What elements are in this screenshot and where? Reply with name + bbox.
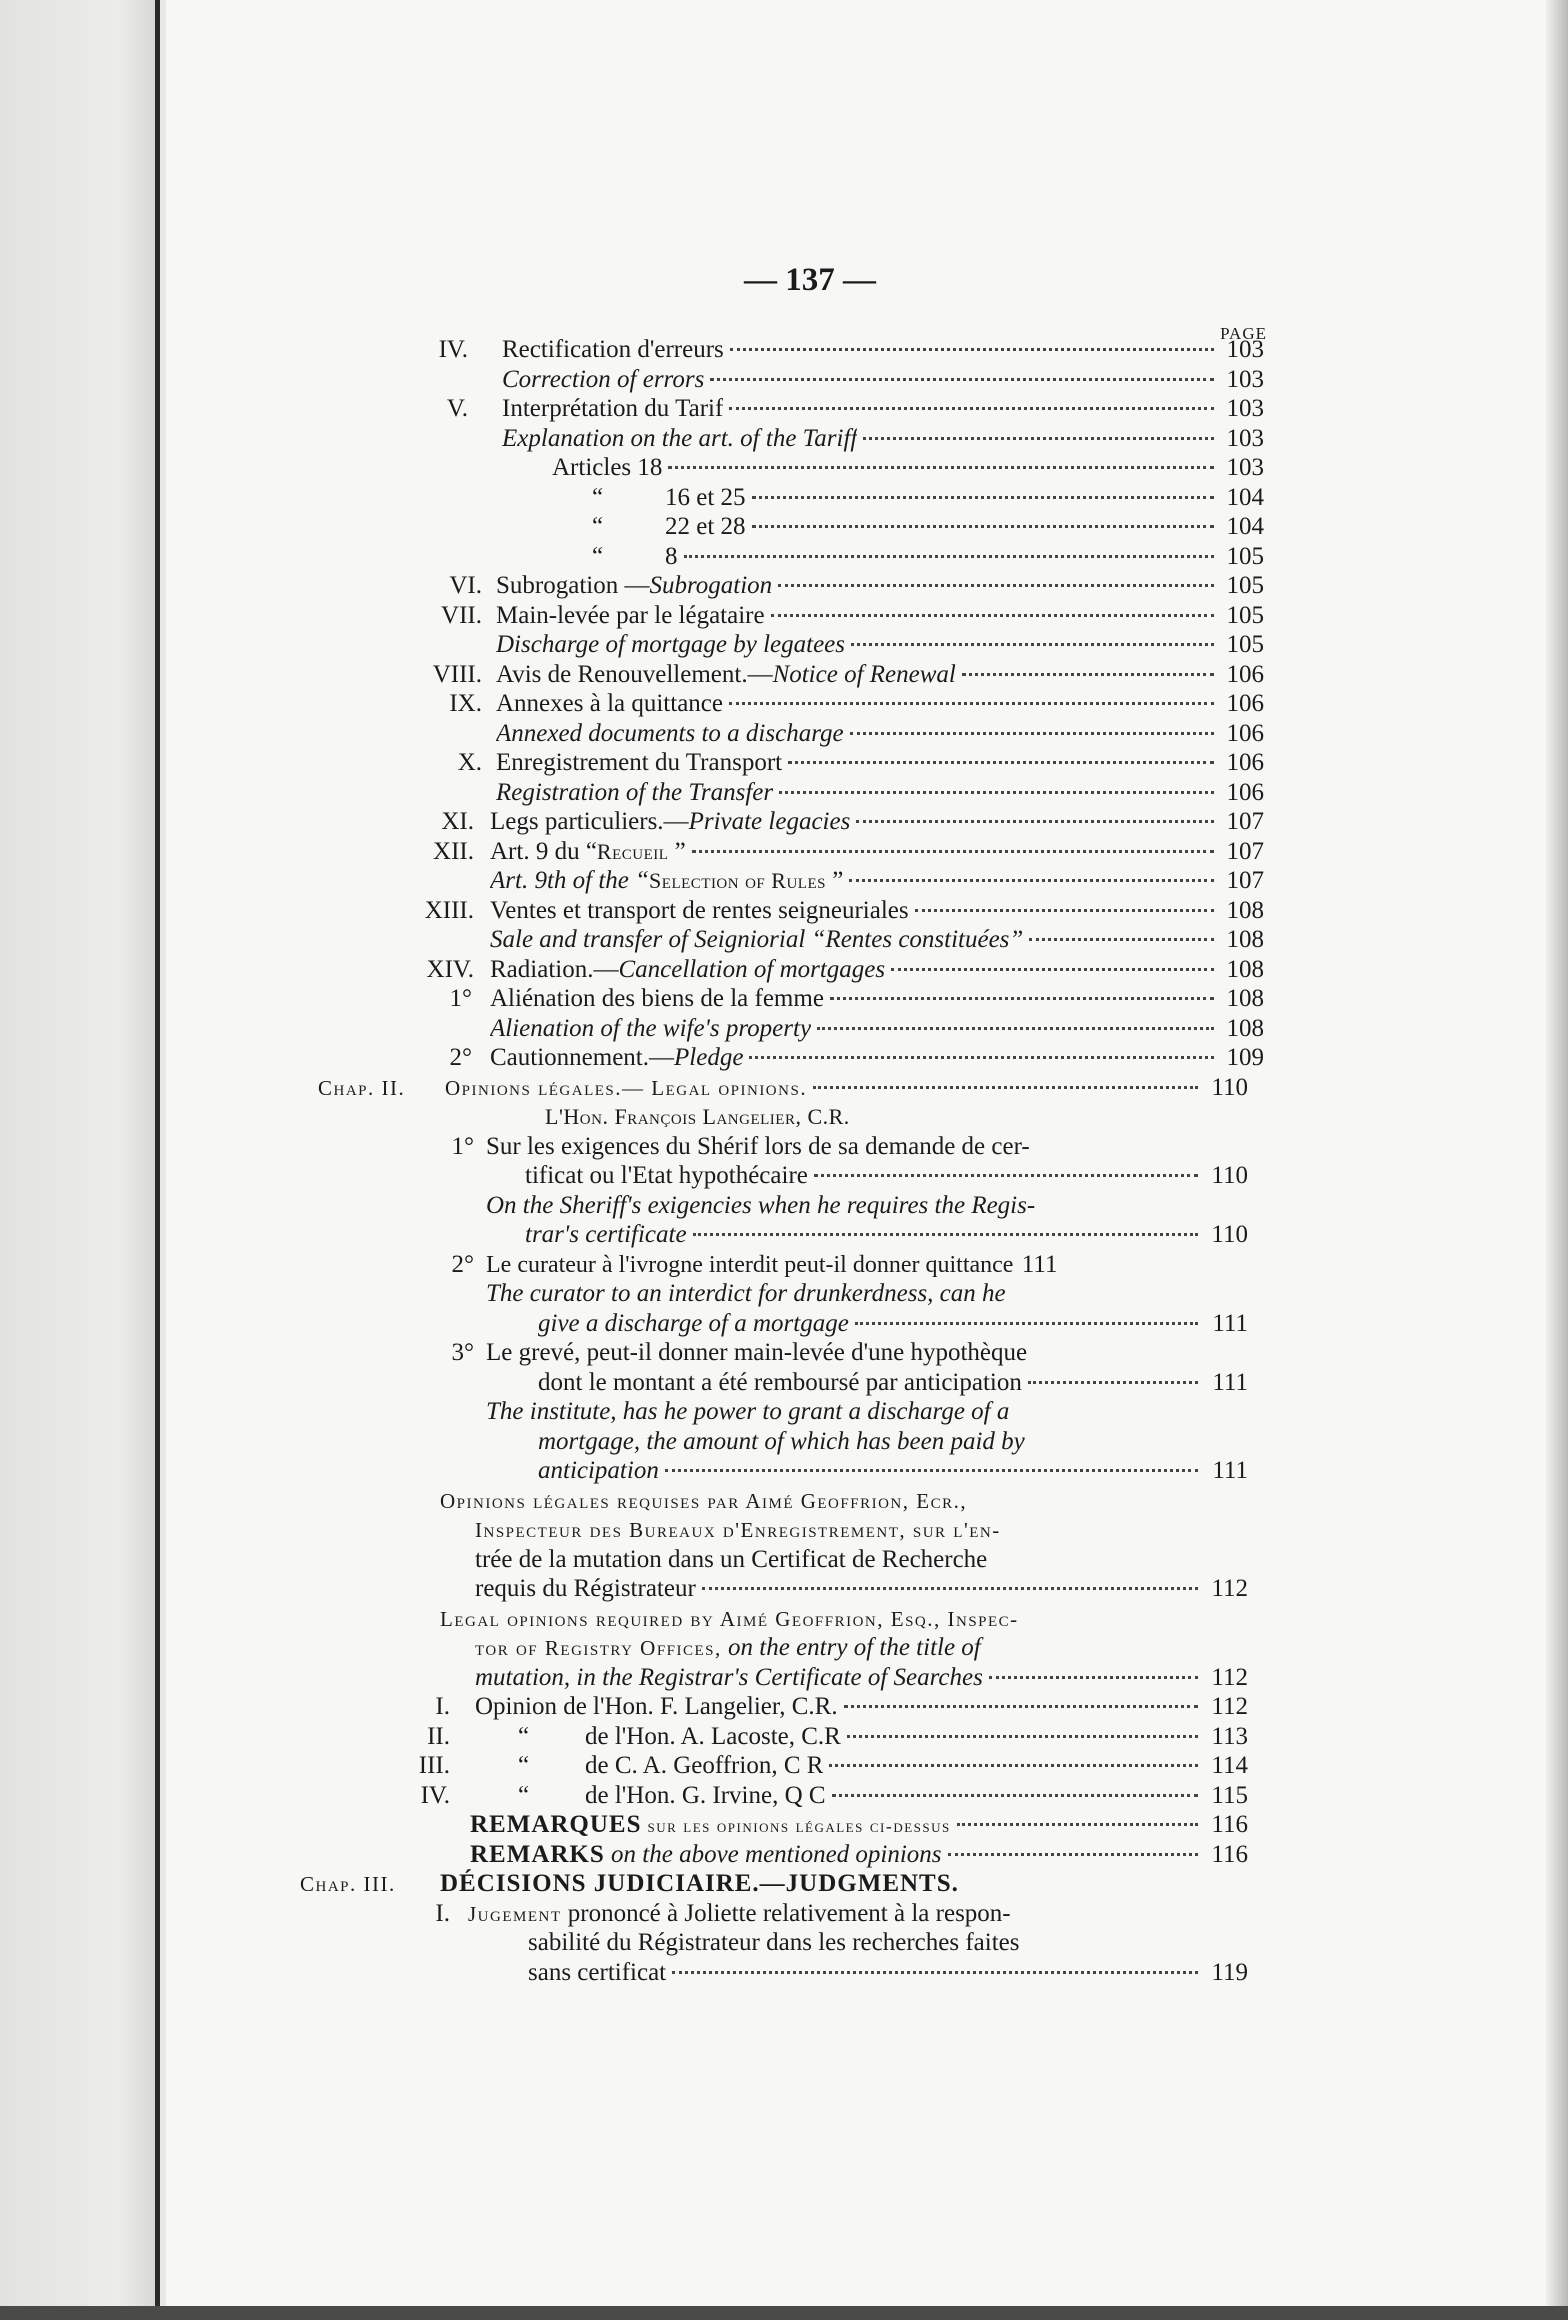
entry-number: 1°	[451, 1133, 474, 1160]
toc-entry: REMARKS on the above mentioned opinions 116	[470, 1841, 1248, 1868]
entry-number: XI.	[441, 808, 474, 835]
toc-entry-line: Le grevé, peut-il donner main-levée d'une hypothèque	[486, 1339, 1028, 1366]
page-edge-shadow	[1546, 0, 1568, 2320]
toc-entry-line: On the Sheriff's exigencies when he requires the Regis-	[486, 1192, 1036, 1219]
entry-number: IV.	[420, 1782, 450, 1809]
entry-number: III.	[418, 1752, 450, 1779]
toc-entry: sans certificat 119	[528, 1959, 1248, 1986]
toc-entry: anticipation 111	[538, 1457, 1248, 1484]
toc-entry: Annexes à la quittance 106	[496, 690, 1264, 717]
entry-number: 2°	[449, 1044, 472, 1071]
toc-entry: give a discharge of a mortgage 111	[538, 1310, 1248, 1337]
section-author: L'Hon. François Langelier, C.R.	[545, 1104, 850, 1129]
toc-entry: de l'Hon. G. Irvine, Q C 115	[585, 1782, 1248, 1809]
entry-number: 3°	[451, 1339, 474, 1366]
toc-entry: Radiation.—Cancellation of mortgages 108	[490, 956, 1264, 983]
toc-entry: Discharge of mortgage by legatees 105	[496, 631, 1264, 658]
toc-entry: trar's certificate 110	[525, 1221, 1248, 1248]
toc-entry-line: mortgage, the amount of which has been paid by	[538, 1428, 1025, 1455]
toc-entry-line: The curator to an interdict for drunkerdness, can he	[486, 1280, 1006, 1307]
toc-entry-line: sabilité du Régistrateur dans les recherches faites	[528, 1929, 1020, 1956]
toc-entry: Ventes et transport de rentes seigneuriales 108	[490, 897, 1264, 924]
ditto-mark: “	[592, 543, 604, 570]
toc-entry-line: Sur les exigences du Shérif lors de sa demande de cer-	[486, 1133, 1030, 1160]
toc-entry: Main-levée par le légataire 105	[496, 602, 1264, 629]
entry-number: V.	[446, 395, 468, 422]
ditto-mark: “	[518, 1782, 530, 1809]
ditto-mark: “	[518, 1723, 530, 1750]
entry-number: XIV.	[426, 956, 474, 983]
entry-number: IX.	[449, 690, 482, 717]
page-number: — 137 —	[744, 262, 876, 298]
chapter-label: Chap. II.	[318, 1076, 406, 1100]
entry-number: 2°	[451, 1251, 474, 1278]
toc-entry: mutation, in the Registrar's Certificate of Searches 112	[475, 1664, 1248, 1691]
toc-entry: 22 et 28 104	[665, 513, 1264, 540]
scan-border	[0, 2306, 1568, 2320]
facing-page-edge	[0, 0, 160, 2320]
entry-number: XII.	[433, 838, 474, 865]
toc-entry: Subrogation —Subrogation 105	[496, 572, 1264, 599]
ditto-mark: “	[592, 484, 604, 511]
entry-number: I.	[435, 1693, 450, 1720]
entry-number: II.	[427, 1723, 450, 1750]
toc-entry: Legs particuliers.—Private legacies 107	[490, 808, 1264, 835]
section-heading-line: Inspecteur des Bureaux d'Enregistrement, sur l'en-	[475, 1518, 1001, 1542]
toc-entry: Le curateur à l'ivrogne interdit peut-il donner quittance 111	[486, 1251, 1058, 1278]
toc-entry: Art. 9 du “Recueil ” 107	[490, 838, 1264, 865]
toc-entry: requis du Régistrateur 112	[475, 1575, 1248, 1602]
entry-number: IV.	[438, 336, 468, 363]
entry-number: I.	[435, 1900, 450, 1927]
toc-entry: Enregistrement du Transport 106	[496, 749, 1264, 776]
toc-entry: dont le montant a été remboursé par anticipation 111	[538, 1369, 1248, 1396]
chapter-heading: Opinions légales.— Legal opinions. 110	[445, 1074, 1248, 1101]
section-heading: Opinions légales requises par Aimé Geoffrion, Ecr.,	[440, 1489, 968, 1513]
toc-entry: 16 et 25 104	[665, 484, 1264, 511]
toc-entry: Rectification d'erreurs 103	[502, 336, 1264, 363]
ditto-mark: “	[518, 1752, 530, 1779]
toc-entry: Explanation on the art. of the Tariff 103	[502, 425, 1264, 452]
entry-number: X.	[457, 749, 482, 776]
entry-number: VI.	[449, 572, 482, 599]
toc-entry: Interprétation du Tarif 103	[502, 395, 1264, 422]
entry-number: VIII.	[432, 661, 482, 688]
toc-entry: Alienation of the wife's property 108	[490, 1015, 1264, 1042]
toc-entry: de C. A. Geoffrion, C R 114	[585, 1752, 1248, 1779]
entry-number: 1°	[449, 985, 472, 1012]
section-heading: Legal opinions required by Aimé Geoffrion, Esq., Inspec-	[440, 1607, 1019, 1631]
toc-entry: 8 105	[665, 543, 1264, 570]
toc-entry: Aliénation des biens de la femme 108	[490, 985, 1264, 1012]
toc-entry: de l'Hon. A. Lacoste, C.R 113	[585, 1723, 1248, 1750]
toc-entry: Cautionnement.—Pledge 109	[490, 1044, 1264, 1071]
toc-entry: Annexed documents to a discharge 106	[496, 720, 1264, 747]
toc-entry: tificat ou l'Etat hypothécaire 110	[525, 1162, 1248, 1189]
toc-entry: Art. 9th of the “Selection of Rules ” 107	[490, 867, 1264, 894]
toc-entry: Articles 18 103	[552, 454, 1264, 481]
entry-number: XIII.	[424, 897, 474, 924]
toc-entry: Registration of the Transfer 106	[496, 779, 1264, 806]
ditto-mark: “	[592, 513, 604, 540]
entry-number: VII.	[441, 602, 482, 629]
toc-entry-line: The institute, has he power to grant a discharge of a	[486, 1398, 1010, 1425]
binding-gutter	[155, 0, 160, 2320]
page-column-label: PAGE	[1220, 324, 1267, 343]
chapter-label: Chap. III.	[300, 1872, 396, 1896]
chapter-heading: DÉCISIONS JUDICIAIRE.—JUDGMENTS.	[440, 1870, 959, 1897]
toc-entry: REMARQUES sur les opinions légales ci-dessus 116	[470, 1811, 1248, 1838]
toc-entry: Avis de Renouvellement.—Notice of Renewal 106	[496, 661, 1264, 688]
toc-entry: Opinion de l'Hon. F. Langelier, C.R. 112	[475, 1693, 1248, 1720]
section-heading-line: trée de la mutation dans un Certificat de Recherche	[475, 1546, 988, 1573]
section-heading-line: tor of Registry Offices, on the entry of the title of	[475, 1634, 981, 1661]
toc-entry: Correction of errors 103	[502, 366, 1264, 393]
toc-entry-line: Jugement prononcé à Joliette relativement à la respon-	[468, 1900, 1011, 1927]
toc-entry: Sale and transfer of Seigniorial “Rentes constituées” 108	[490, 926, 1264, 953]
